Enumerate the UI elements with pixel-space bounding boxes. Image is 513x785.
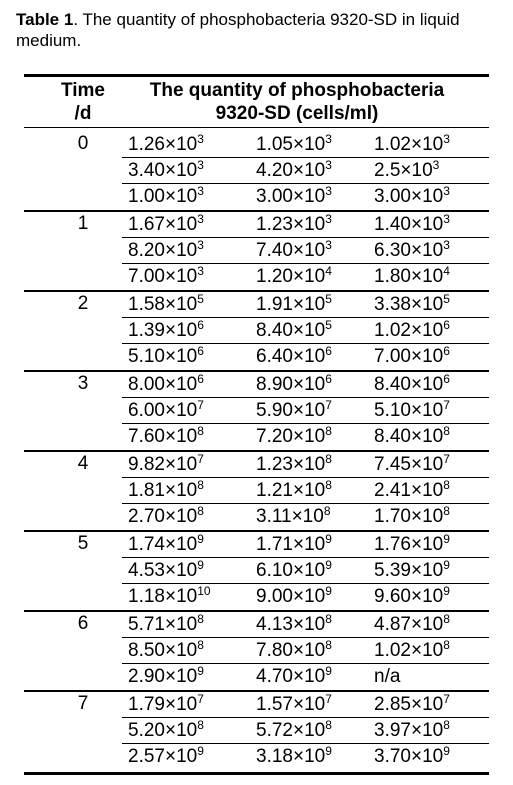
table-row — [122, 612, 489, 637]
quantity-cell: $1.76\times 10^9$ — [374, 532, 450, 555]
table-row — [122, 692, 489, 717]
time-group — [24, 450, 489, 530]
quantity-cell: $1.02\times 10^6$ — [374, 318, 450, 341]
time-cell: 0 — [77, 133, 89, 154]
quantity-cell: $7.45\times 10^7$ — [374, 452, 450, 475]
quantity-cell: n/a — [374, 666, 401, 687]
quantity-cell: $7.20\times 10^8$ — [256, 424, 332, 447]
table-caption — [16, 9, 501, 51]
quantity-cell: $3.11\times 10^8$ — [256, 504, 331, 527]
quantity-cell: $2.41\times 10^8$ — [374, 478, 450, 501]
table-row — [122, 532, 489, 557]
quantity-cell: $7.60\times 10^8$ — [128, 424, 204, 447]
table-row — [122, 452, 489, 477]
time-group — [24, 690, 489, 770]
quantity-cell: $1.00\times 10^3$ — [128, 184, 204, 207]
time-cell: 4 — [77, 453, 89, 474]
quantity-cell: $1.18\times 10^{10}$ — [128, 584, 211, 607]
quantity-cell: $2.5\times 10^3$ — [374, 158, 440, 181]
time-group — [24, 290, 489, 370]
quantity-cell: $1.80\times 10^4$ — [374, 264, 450, 287]
table-row — [122, 212, 489, 237]
table-row — [122, 504, 489, 529]
quantity-cell: $9.82\times 10^7$ — [128, 452, 204, 475]
quantity-cell: $5.39\times 10^9$ — [374, 558, 450, 581]
quantity-cell: $4.87\times 10^8$ — [374, 612, 450, 635]
quantity-cell: $6.30\times 10^3$ — [374, 238, 450, 261]
table-row — [122, 292, 489, 317]
header-rule — [24, 127, 489, 128]
quantity-cell: $6.10\times 10^9$ — [256, 558, 332, 581]
quantity-cell: $1.71\times 10^9$ — [256, 532, 332, 555]
quantity-cell: $5.72\times 10^8$ — [256, 718, 332, 741]
caption-text: . The quantity of phosphobacteria 9320-SD in liquid medium. — [16, 10, 460, 50]
quantity-cell: $6.00\times 10^7$ — [128, 398, 204, 421]
table-row — [122, 158, 489, 183]
quantity-cell: $1.70\times 10^8$ — [374, 504, 450, 527]
quantity-cell: $1.74\times 10^9$ — [128, 532, 204, 555]
quantity-cell: $1.23\times 10^3$ — [256, 212, 332, 235]
quantity-cell: $8.20\times 10^3$ — [128, 238, 204, 261]
quantity-cell: $7.40\times 10^3$ — [256, 238, 332, 261]
quantity-cell: $8.90\times 10^6$ — [256, 372, 332, 395]
quantity-cell: $2.85\times 10^7$ — [374, 692, 450, 715]
table-row — [122, 132, 489, 157]
table-bottom-rule — [24, 772, 489, 775]
table-row — [122, 372, 489, 397]
quantity-cell: $9.00\times 10^9$ — [256, 584, 332, 607]
quantity-cell: $5.90\times 10^7$ — [256, 398, 332, 421]
quantity-cell: $1.39\times 10^6$ — [128, 318, 204, 341]
quantity-cell: $3.38\times 10^5$ — [374, 292, 450, 315]
table-row — [122, 664, 489, 689]
quantity-cell: $4.70\times 10^9$ — [256, 664, 332, 687]
table-row — [122, 744, 489, 769]
table-row — [122, 558, 489, 583]
quantity-cell: $1.40\times 10^3$ — [374, 212, 450, 235]
time-cell: 1 — [77, 213, 89, 234]
quantity-cell: $9.60\times 10^9$ — [374, 584, 450, 607]
quantity-cell: $3.97\times 10^8$ — [374, 718, 450, 741]
quantity-cell: $4.53\times 10^9$ — [128, 558, 204, 581]
quantity-cell: $1.79\times 10^7$ — [128, 692, 204, 715]
quantity-cell: $8.00\times 10^6$ — [128, 372, 204, 395]
time-group — [24, 370, 489, 450]
quantity-cell: $8.40\times 10^6$ — [374, 372, 450, 395]
table-row — [122, 718, 489, 743]
quantity-cell: $4.20\times 10^3$ — [256, 158, 332, 181]
quantity-cell: $3.70\times 10^9$ — [374, 744, 450, 767]
quantity-cell: $2.57\times 10^9$ — [128, 744, 204, 767]
table-row — [122, 638, 489, 663]
quantity-cell: $1.91\times 10^5$ — [256, 292, 332, 315]
quantity-cell: $3.00\times 10^3$ — [374, 184, 450, 207]
time-cell: 5 — [77, 533, 89, 554]
time-cell: 7 — [77, 693, 89, 714]
quantity-cell: $2.90\times 10^9$ — [128, 664, 204, 687]
quantity-cell: $8.40\times 10^8$ — [374, 424, 450, 447]
quantity-cell: $3.40\times 10^3$ — [128, 158, 204, 181]
quantity-cell: $7.00\times 10^3$ — [128, 264, 204, 287]
quantity-cell: $5.10\times 10^6$ — [128, 344, 204, 367]
quantity-cell: $1.57\times 10^7$ — [256, 692, 332, 715]
quantity-cell: $5.10\times 10^7$ — [374, 398, 450, 421]
quantity-cell: $5.20\times 10^8$ — [128, 718, 204, 741]
time-group — [24, 130, 489, 210]
quantity-cell: $6.40\times 10^6$ — [256, 344, 332, 367]
quantity-cell: $1.58\times 10^5$ — [128, 292, 204, 315]
caption-label: Table 1 — [16, 10, 74, 29]
quantity-cell: $3.00\times 10^3$ — [256, 184, 332, 207]
quantity-cell: $1.02\times 10^8$ — [374, 638, 450, 661]
table-row — [122, 584, 489, 609]
table-row — [122, 398, 489, 423]
time-cell: 2 — [77, 293, 89, 314]
table-row — [122, 478, 489, 503]
quantity-cell: $1.67\times 10^3$ — [128, 212, 204, 235]
table-top-rule — [24, 74, 489, 77]
quantity-cell: $1.21\times 10^8$ — [256, 478, 332, 501]
quantity-cell: $1.02\times 10^3$ — [374, 132, 450, 155]
quantity-cell: $1.20\times 10^4$ — [256, 264, 332, 287]
quantity-cell: $4.13\times 10^8$ — [256, 612, 332, 635]
quantity-cell: $8.50\times 10^8$ — [128, 638, 204, 661]
table-row — [122, 184, 489, 209]
quantity-cell: $3.18\times 10^9$ — [256, 744, 332, 767]
quantity-cell: $7.00\times 10^6$ — [374, 344, 450, 367]
quantity-cell: $2.70\times 10^8$ — [128, 504, 204, 527]
quantity-cell: $5.71\times 10^8$ — [128, 612, 204, 635]
time-group — [24, 610, 489, 690]
table-row — [122, 344, 489, 369]
table-row — [122, 238, 489, 263]
time-cell: 3 — [77, 373, 89, 394]
table-row — [122, 318, 489, 343]
column-header-time: Time /d — [60, 80, 105, 124]
time-group — [24, 210, 489, 290]
quantity-cell: $1.23\times 10^8$ — [256, 452, 332, 475]
quantity-cell: $1.81\times 10^8$ — [128, 478, 204, 501]
table-row — [122, 264, 489, 289]
table-row — [122, 424, 489, 449]
quantity-cell: $8.40\times 10^5$ — [256, 318, 332, 341]
time-group — [24, 530, 489, 610]
quantity-cell: $1.26\times 10^3$ — [128, 132, 204, 155]
table-body — [24, 130, 489, 770]
quantity-cell: $7.80\times 10^8$ — [256, 638, 332, 661]
column-header-quantity: The quantity of phosphobacteria 9320-SD (cells/ml) — [149, 80, 445, 124]
time-cell: 6 — [77, 613, 89, 634]
quantity-cell: $1.05\times 10^3$ — [256, 132, 332, 155]
